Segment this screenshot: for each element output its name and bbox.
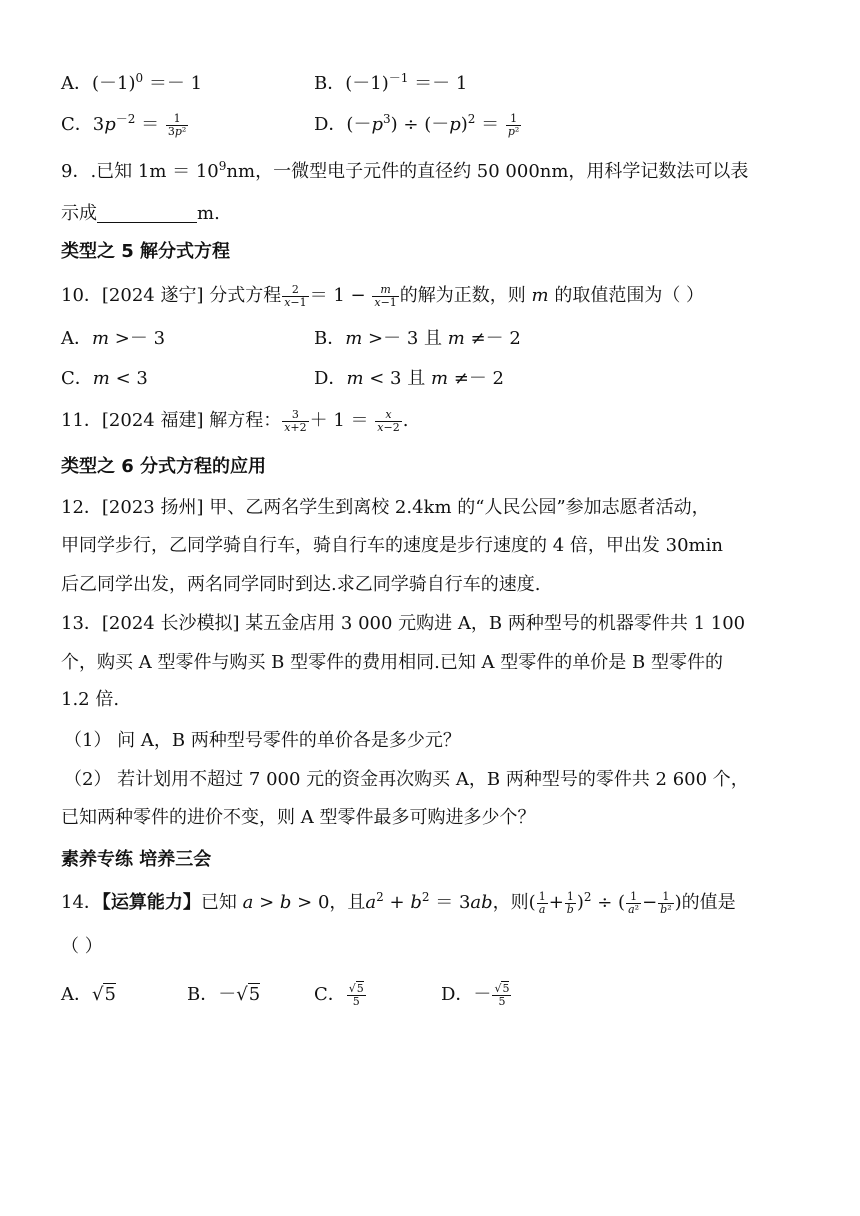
section-heading-7: 素养专练 培养三会	[61, 849, 212, 870]
q9-line2: 示成 m.	[61, 203, 220, 224]
q14-paren: （ ）	[61, 936, 103, 957]
q13-sub1: （1） 问 A，B 两种型号零件的单价各是多少元？	[64, 730, 461, 751]
q8-option-d: D．$(-p^3) \div (-p)^2$ ＝ $\frac{1}{\text{p²}}$	[314, 111, 520, 138]
q10-option-c: C．m < 3	[61, 368, 148, 389]
q12-line1: 12．[2023 扬州] 甲、乙两名学生到离校 2.4km 的“人民公园”参加志愿者活动，	[61, 497, 710, 518]
q13-sub2-line1: （2） 若计划用不超过 7 000 元的资金再次购买 A，B 两种型号的零件共 2 600 个，	[64, 769, 749, 790]
q9-line1: 9．.已知 $1m = 10^9nm$，一微型电子元件的直径约 50 000nm，用科学记数法可以表	[61, 159, 749, 182]
q10-option-b: B．m >－ 3 且 m ≠－ 2	[314, 328, 521, 349]
q10-option-a: A．m >－ 3	[61, 328, 166, 349]
q14-option-d: D．－ $\frac{√5}{5}$	[441, 981, 510, 1008]
q14-stem: 14．【运算能力】已知 a > b > 0，且$a^2 + b^2 = 3ab$，则( $\frac{1}{a}$ + $\frac{1}{b}$ )$^2$ ÷ ( $\frac{1}{\text{a²}}$ − $\frac{1}{\text{b²}}$ )的值是	[61, 889, 736, 916]
q10-option-d: D．m < 3 且 m ≠－ 2	[314, 368, 504, 389]
q10-stem: 10．[2024 遂宁] 分式方程 $\frac{2}{x-1}$ ＝ 1 − $\frac{m}{x-1}$ 的解为正数，则 m 的取值范围为（ ）	[61, 282, 705, 309]
q8-option-b: B．$(-1)^{-1} =- 1$	[314, 71, 468, 94]
section-heading-5: 类型之 5 解分式方程	[61, 241, 231, 262]
q14-option-a: A．√5	[61, 984, 116, 1005]
q14-option-c: C． $\frac{√5}{5}$	[314, 981, 364, 1008]
q8-option-a: A．$(-1)^0 =- 1$	[61, 71, 203, 94]
q13-line3: 1.2 倍.	[61, 689, 120, 710]
q12-line2: 甲同学步行，乙同学骑自行车，骑自行车的速度是步行速度的 4 倍，甲出发 30min	[61, 535, 723, 556]
q8-option-c: C．$3p^{-2}$ ＝ $\frac{1}{\text{3p²}}$	[61, 111, 187, 138]
q13-line1: 13．[2024 长沙模拟] 某五金店用 3 000 元购进 A，B 两种型号的机器零件共 1 100	[61, 613, 746, 634]
section-heading-6: 类型之 6 分式方程的应用	[61, 456, 267, 477]
q12-line3: 后乙同学出发，两名同学同时到达.求乙同学骑自行车的速度.	[61, 574, 541, 595]
answer-blank[interactable]	[97, 204, 197, 223]
q13-sub2-line2: 已知两种零件的进价不变，则 A 型零件最多可购进多少个？	[61, 807, 536, 828]
q11-stem: 11．[2024 福建] 解方程： $\frac{3}{x+2}$ ＋ 1 ＝ $\frac{x}{x-2}$ .	[61, 407, 409, 434]
q14-option-b: B．－√5	[187, 984, 261, 1005]
q13-line2: 个，购买 A 型零件与购买 B 型零件的费用相同.已知 A 型零件的单价是 B 型零件的	[61, 652, 723, 673]
